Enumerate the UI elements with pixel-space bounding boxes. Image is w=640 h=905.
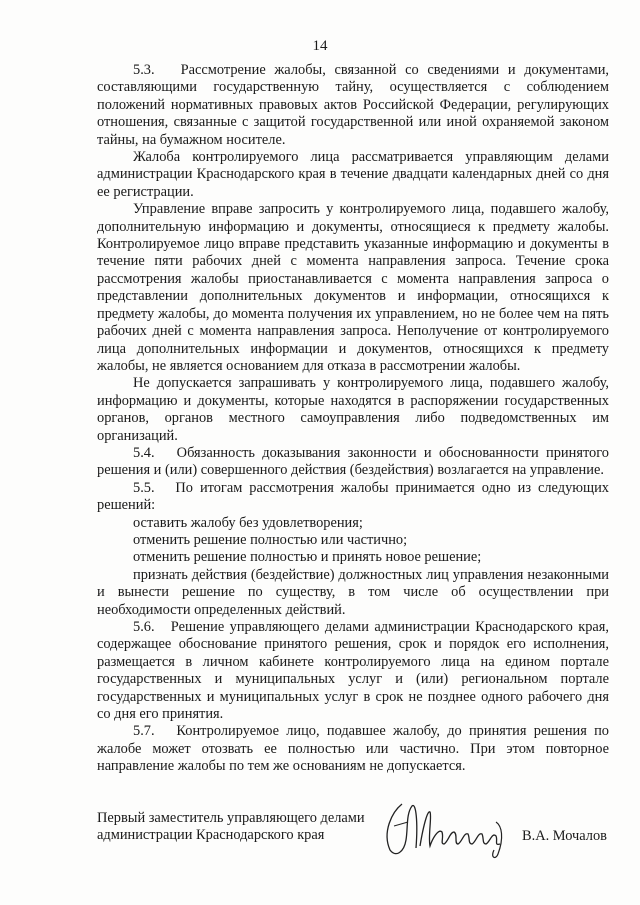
paragraph-5-3: 5.3. Рассмотрение жалобы, связанной со сведениями и документами, составляющими государственную тайну, осуществляется с соблюдением положений нормативных правовых актов Российской Федерации, регулирующих отношения, связанные с защитой государственной или иной охраняемой законом тайны, на бумажном носителе. [97, 62, 609, 148]
paragraph-review-term: Жалоба контролируемого лица рассматривается управляющим делами администрации Краснодарского края в течение двадцати календарных дней со дня ее регистрации. [97, 149, 609, 200]
position-line-2: администрации Краснодарского края [97, 827, 325, 844]
list-item-cancel-new: отменить решение полностью и принять новое решение; [133, 549, 482, 566]
position-line-1: Первый заместитель управляющего делами [97, 810, 365, 826]
list-item-leave: оставить жалобу без удовлетворения; [133, 514, 363, 531]
page-number: 14 [312, 38, 328, 54]
paragraph-no-request: Не допускается запрашивать у контролируемого лица, подавшего жалобу, информацию и документы, которые находятся в распоряжении государственных органов, органов местного самоуправления либо подведомственных им организаций. [97, 375, 609, 444]
paragraph-request-info: Управление вправе запросить у контролируемого лица, подавшего жалобу, дополнительную информацию и документы, относящиеся к предмету жалобы. Контролируемое лицо вправе представить указанные информацию и документы в течение пяти рабочих дней с момента направления запроса. Течение срока рассмотрения жалобы приостанавливается с момента направления запроса о представлении дополнительных документов и информации, относящихся к предмету жалобы, до момента получения их управлением, но не более чем на пять рабочих дней с момента направления запроса. Неполучение от контролируемого лица дополнительных информации и документов, относящихся к предмету жалобы, не является основанием для отказа в рассмотрении жалобы. [97, 201, 609, 374]
paragraph-5-6: 5.6. Решение управляющего делами администрации Краснодарского края, содержащее обоснование принятого решения, срок и порядок его исполнения, размещается в личном кабинете контролируемого лица на едином портале государственных и муниципальных услуг и (или) региональном портале государственных и муниципальных услуг в срок не позднее одного рабочего дня со дня его принятия. [97, 619, 609, 723]
handwritten-signature [372, 792, 522, 862]
signature-block [97, 810, 617, 870]
document-body [97, 62, 609, 776]
paragraph-5-7: 5.7. Контролируемое лицо, подавшее жалобу, до принятия решения по жалобе может отозвать ее полностью или частично. При этом повторное направление жалобы по тем же основаниям не допускается. [97, 723, 609, 775]
paragraph-5-5: 5.5. По итогам рассмотрения жалобы принимается одно из следующих решений: [97, 479, 609, 514]
signatory-name: В.А. Мочалов [522, 828, 607, 844]
signatory-position [97, 810, 397, 845]
list-item-illegal: признать действия (бездействие) должностных лиц управления незаконными и вынести решение по существу, в том числе об осуществлении при необходимости определенных действий. [97, 566, 609, 618]
list-item-cancel: отменить решение полностью или частично; [133, 531, 408, 548]
paragraph-5-4: 5.4. Обязанность доказывания законности и обоснованности принятого решения и (или) совершенного действия (бездействия) возлагается на управление. [97, 444, 609, 479]
